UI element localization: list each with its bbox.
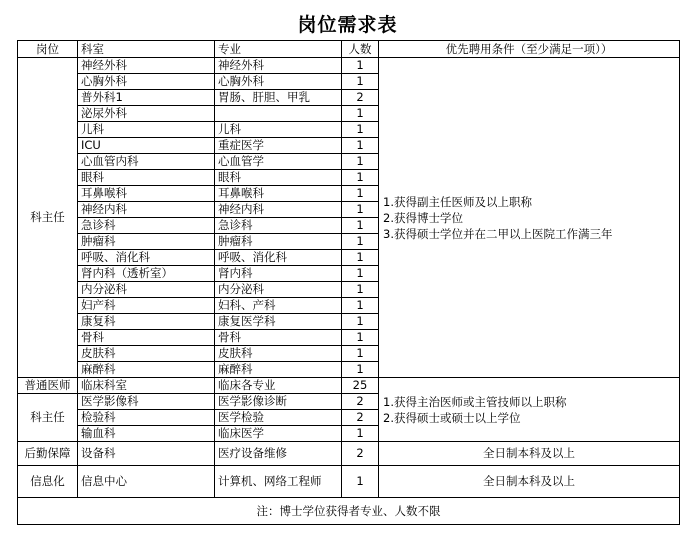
department-cell: 心血管内科 (78, 154, 215, 170)
table-row (18, 58, 680, 74)
header-major: 专业 (215, 41, 342, 58)
major-cell: 胃肠、肝胆、甲乳 (215, 90, 342, 106)
count-cell: 1 (342, 250, 379, 266)
note-cell: 注：博士学位获得者专业、人数不限 (18, 498, 680, 525)
major-cell (215, 106, 342, 122)
header-department: 科室 (78, 41, 215, 58)
table-row (18, 378, 680, 394)
count-cell: 1 (342, 234, 379, 250)
major-cell: 耳鼻喉科 (215, 186, 342, 202)
count-cell: 1 (342, 202, 379, 218)
count-cell: 25 (342, 378, 379, 394)
position-cell: 普通医师 (18, 378, 78, 394)
department-cell: 肾内科（透析室） (78, 266, 215, 282)
department-cell: 康复科 (78, 314, 215, 330)
department-cell: 医学影像科 (78, 394, 215, 410)
count-cell: 1 (342, 106, 379, 122)
department-cell: 妇产科 (78, 298, 215, 314)
department-cell: 设备科 (78, 442, 215, 466)
requirement-item: 1.获得副主任医师及以上职称 (383, 194, 532, 209)
major-cell: 肾内科 (215, 266, 342, 282)
count-cell: 1 (342, 138, 379, 154)
count-cell: 2 (342, 394, 379, 410)
major-cell: 心胸外科 (215, 74, 342, 90)
count-cell: 1 (342, 282, 379, 298)
department-cell: 麻醉科 (78, 362, 215, 378)
count-cell: 1 (342, 466, 379, 498)
major-cell: 临床各专业 (215, 378, 342, 394)
count-cell: 1 (342, 186, 379, 202)
major-cell: 神经外科 (215, 58, 342, 74)
major-cell: 肿瘤科 (215, 234, 342, 250)
count-cell: 1 (342, 426, 379, 442)
note-row (18, 498, 680, 525)
header-count: 人数 (342, 41, 379, 58)
department-cell: 泌尿外科 (78, 106, 215, 122)
department-cell: 呼吸、消化科 (78, 250, 215, 266)
table-row (18, 466, 680, 498)
major-cell: 重症医学 (215, 138, 342, 154)
major-cell: 计算机、网络工程师 (215, 466, 342, 498)
count-cell: 1 (342, 314, 379, 330)
position-cell: 科主任 (18, 394, 78, 442)
header-row (18, 41, 680, 58)
department-cell: 肿瘤科 (78, 234, 215, 250)
requirements-cell (379, 378, 680, 442)
count-cell: 1 (342, 346, 379, 362)
count-cell: 1 (342, 362, 379, 378)
department-cell: 急诊科 (78, 218, 215, 234)
page-title: 岗位需求表 (297, 14, 398, 36)
major-cell: 皮肤科 (215, 346, 342, 362)
department-cell: 普外科1 (78, 90, 215, 106)
department-cell: 信息中心 (78, 466, 215, 498)
position-requirements-table (17, 40, 680, 525)
major-cell: 医疗设备维修 (215, 442, 342, 466)
department-cell: ICU (78, 138, 215, 154)
major-cell: 眼科 (215, 170, 342, 186)
major-cell: 骨科 (215, 330, 342, 346)
requirements-cell (379, 58, 680, 378)
position-cell: 后勤保障 (18, 442, 78, 466)
department-cell: 儿科 (78, 122, 215, 138)
requirement-cell: 全日制本科及以上 (379, 442, 680, 466)
department-cell: 临床科室 (78, 378, 215, 394)
position-cell: 信息化 (18, 466, 78, 498)
count-cell: 1 (342, 122, 379, 138)
count-cell: 1 (342, 74, 379, 90)
major-cell: 康复医学科 (215, 314, 342, 330)
header-requirements: 优先聘用条件（至少满足一项）） (379, 41, 680, 58)
major-cell: 呼吸、消化科 (215, 250, 342, 266)
count-cell: 1 (342, 330, 379, 346)
count-cell: 1 (342, 218, 379, 234)
department-cell: 皮肤科 (78, 346, 215, 362)
count-cell: 1 (342, 154, 379, 170)
major-cell: 内分泌科 (215, 282, 342, 298)
major-cell: 医学影像诊断 (215, 394, 342, 410)
count-cell: 1 (342, 298, 379, 314)
requirement-item: 2.获得硕士或硕士以上学位 (383, 410, 521, 425)
count-cell: 1 (342, 266, 379, 282)
department-cell: 眼科 (78, 170, 215, 186)
major-cell: 心血管学 (215, 154, 342, 170)
department-cell: 神经外科 (78, 58, 215, 74)
major-cell: 急诊科 (215, 218, 342, 234)
major-cell: 神经内科 (215, 202, 342, 218)
table-row (18, 442, 680, 466)
department-cell: 骨科 (78, 330, 215, 346)
position-cell: 科主任 (18, 58, 78, 378)
major-cell: 麻醉科 (215, 362, 342, 378)
count-cell: 1 (342, 170, 379, 186)
department-cell: 内分泌科 (78, 282, 215, 298)
header-position: 岗位 (18, 41, 78, 58)
count-cell: 1 (342, 58, 379, 74)
requirement-item: 1.获得主治医师或主管技师以上职称 (383, 394, 567, 409)
major-cell: 临床医学 (215, 426, 342, 442)
count-cell: 2 (342, 90, 379, 106)
department-cell: 耳鼻喉科 (78, 186, 215, 202)
major-cell: 儿科 (215, 122, 342, 138)
requirement-item: 2.获得博士学位 (383, 210, 463, 225)
major-cell: 医学检验 (215, 410, 342, 426)
count-cell: 2 (342, 442, 379, 466)
department-cell: 心胸外科 (78, 74, 215, 90)
count-cell: 2 (342, 410, 379, 426)
major-cell: 妇科、产科 (215, 298, 342, 314)
requirement-cell: 全日制本科及以上 (379, 466, 680, 498)
requirement-item: 3.获得硕士学位并在二甲以上医院工作满三年 (383, 226, 613, 241)
department-cell: 检验科 (78, 410, 215, 426)
department-cell: 输血科 (78, 426, 215, 442)
department-cell: 神经内科 (78, 202, 215, 218)
